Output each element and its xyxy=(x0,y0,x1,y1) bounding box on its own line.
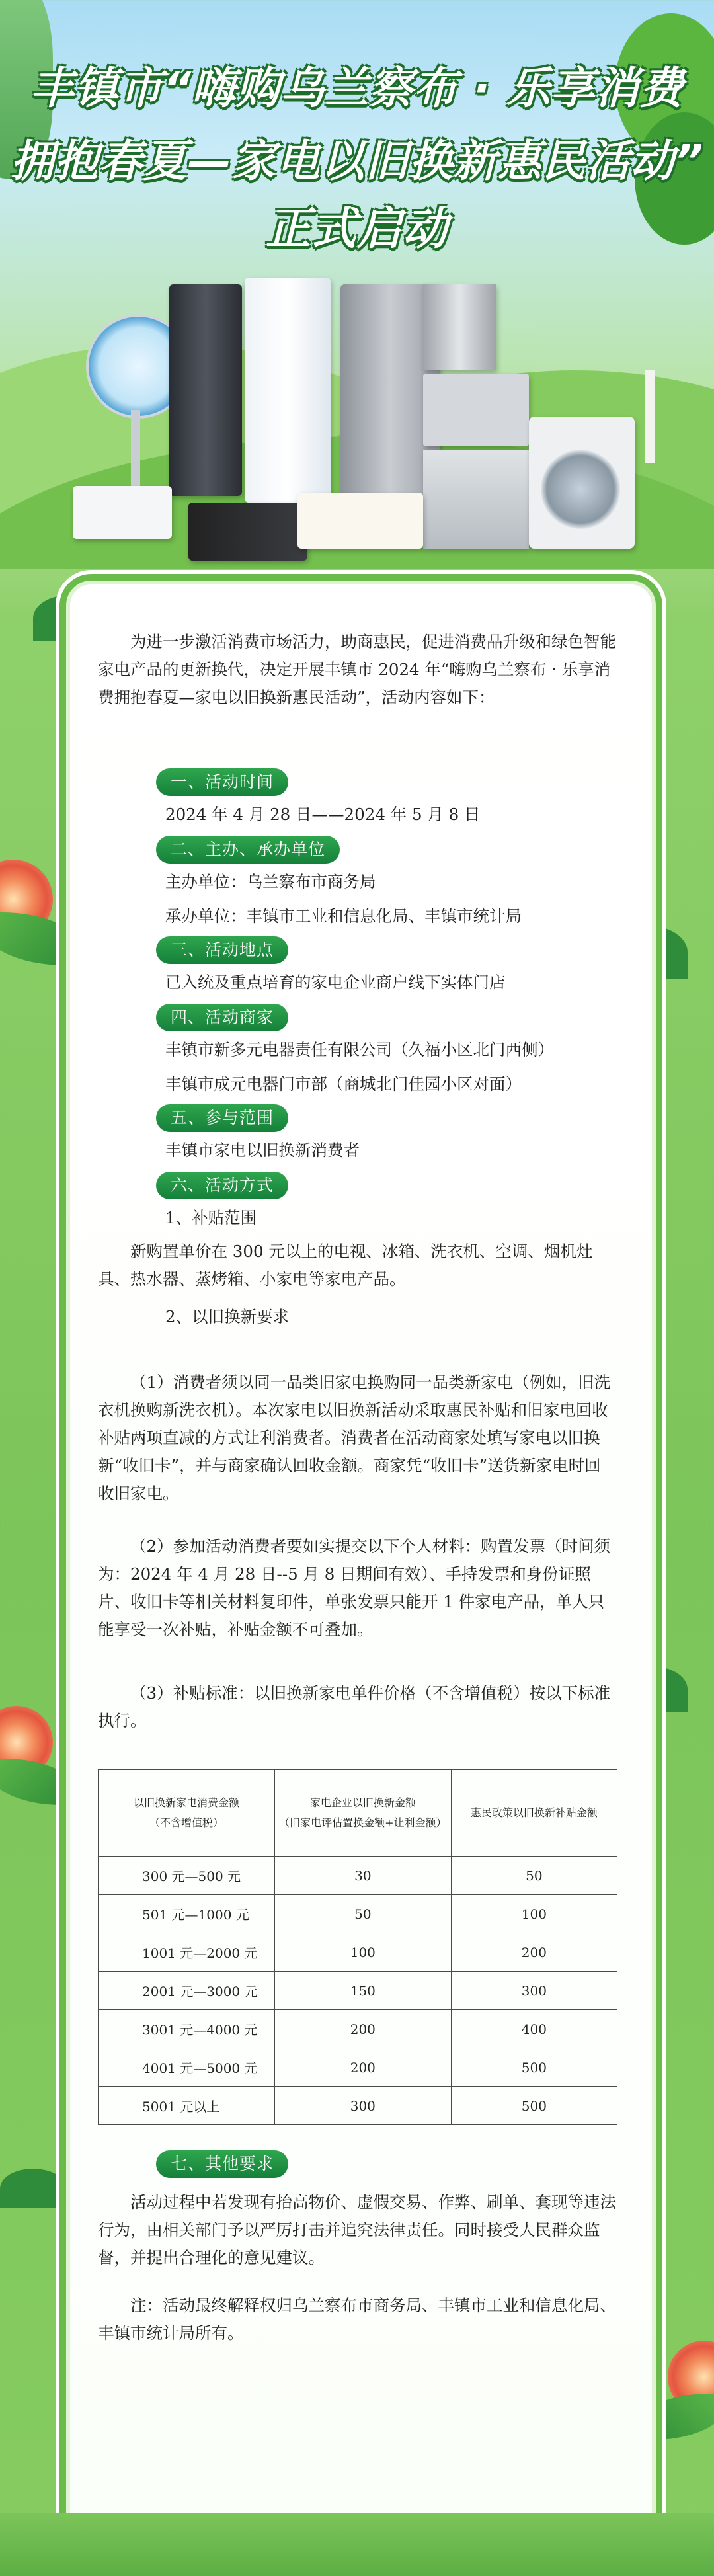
trade-in-requirements-title: 2、以旧换新要求 xyxy=(165,1307,290,1326)
other-requirements-text: 活动过程中若发现有抬高物价、虚假交易、作弊、刷单、套现等违法行为，由相关部门予以严厉打击并追究法律责任。同时接受人民群众监督，并提出合理化的意见建议。 xyxy=(98,2193,616,2267)
merchant-1-text: 丰镇市新多元电器责任有限公司（久福小区北门西侧） xyxy=(165,1040,554,1059)
section-heading-other: 七、其他要求 xyxy=(156,2150,288,2178)
host-unit-text: 主办单位：乌兰察布市商务局 xyxy=(165,872,376,891)
section-heading-organizers: 二、主办、承办单位 xyxy=(156,836,340,864)
table-header-subsidy: 惠民政策以旧换新补贴金额 xyxy=(451,1770,617,1857)
table-cell-subsidy: 50 xyxy=(451,1857,617,1895)
table-row xyxy=(99,1972,617,2010)
interpretation-note: 注：活动最终解释权归乌兰察布市商务局、丰镇市工业和信息化局、丰镇市统计局所有。 xyxy=(98,2296,616,2343)
air-conditioner-floral-icon xyxy=(245,278,331,503)
table-header-row xyxy=(99,1770,617,1857)
table-cell-enterprise: 30 xyxy=(274,1857,451,1895)
air-conditioner-unit-icon xyxy=(73,486,172,539)
table-cell-enterprise: 100 xyxy=(274,1933,451,1972)
table-row xyxy=(99,1933,617,1972)
table-cell-enterprise: 50 xyxy=(274,1895,451,1933)
table-cell-amount: 5001 元以上 xyxy=(99,2087,275,2125)
hero-title-line-1: 丰镇市“嗨购乌兰察布 · 乐享消费 xyxy=(30,63,684,114)
merchant-2-text: 丰镇市成元电器门市部（商城北门佳园小区对面） xyxy=(165,1074,522,1094)
hero-title-line-2: 拥抱春夏—家电以旧换新惠民活动” xyxy=(10,136,704,186)
intro-paragraph: 为进一步激活消费市场活力，助商惠民，促进消费品升级和绿色智能家电产品的更新换代，决定开展丰镇市 2024 年“嗨购乌兰察布 · 乐享消费拥抱春夏—家电以旧换新惠民活动”，活动内容如下： xyxy=(98,632,616,707)
header-consumption-line-2: （不含增值税） xyxy=(149,1816,223,1829)
table-row xyxy=(99,2010,617,2048)
hero-banner xyxy=(0,0,714,569)
table-header-consumption xyxy=(99,1770,275,1857)
section-heading-merchants: 四、活动商家 xyxy=(156,1004,288,1031)
table-cell-amount: 501 元—1000 元 xyxy=(99,1895,275,1933)
section-heading-method: 六、活动方式 xyxy=(156,1172,288,1199)
rule-3-text: （3）补贴标准：以旧换新家电单件价格（不含增值税）按以下标准执行。 xyxy=(98,1683,611,1730)
hero-title-line-3: 正式启动 xyxy=(265,203,448,255)
activity-location-text: 已入统及重点培育的家电企业商户线下实体门店 xyxy=(165,973,506,992)
oven-icon xyxy=(423,450,529,549)
header-enterprise-line-1: 家电企业以旧换新金额 xyxy=(309,1796,416,1809)
table-cell-subsidy: 500 xyxy=(451,2087,617,2125)
table-cell-enterprise: 200 xyxy=(274,2048,451,2087)
rule-1-text: （1）消费者须以同一品类旧家电换购同一品类新家电（例如，旧洗衣机换购新洗衣机）。本次家电以旧换新活动采取惠民补贴和旧家电回收补贴两项直减的方式让利消费者。消费者在活动商家处填写家电以旧换新“收旧卡”，并与商家确认回收金额。商家凭“收旧卡”送货新家电时回收旧家电。 xyxy=(98,1373,611,1503)
table-row xyxy=(99,1895,617,1933)
table-cell-enterprise: 150 xyxy=(274,1972,451,2010)
table-cell-amount: 2001 元—3000 元 xyxy=(99,1972,275,2010)
table-cell-subsidy: 200 xyxy=(451,1933,617,1972)
header-enterprise-line-2: （旧家电评估置换金额+让利金额） xyxy=(279,1816,447,1829)
table-cell-subsidy: 400 xyxy=(451,2010,617,2048)
windmill-icon xyxy=(645,370,655,463)
section-heading-time: 一、活动时间 xyxy=(156,768,288,796)
section-heading-location: 三、活动地点 xyxy=(156,936,288,964)
table-row xyxy=(99,1857,617,1895)
table-cell-amount: 300 元—500 元 xyxy=(99,1857,275,1895)
subsidy-table xyxy=(98,1769,617,2125)
table-header-enterprise xyxy=(274,1770,451,1857)
table-cell-subsidy: 500 xyxy=(451,2048,617,2087)
air-conditioner-panel-icon xyxy=(298,493,423,549)
table-cell-enterprise: 300 xyxy=(274,2087,451,2125)
subsidy-scope-text: 新购置单价在 300 元以上的电视、冰箱、洗衣机、空调、烟机灶具、热水器、蒸烤箱、小家电等家电产品。 xyxy=(98,1242,593,1289)
participation-scope-text: 丰镇市家电以旧换新消费者 xyxy=(165,1141,360,1160)
gas-stove-icon xyxy=(423,374,529,446)
table-cell-enterprise: 200 xyxy=(274,2010,451,2048)
section-heading-scope: 五、参与范围 xyxy=(156,1104,288,1132)
rule-2-text: （2）参加活动消费者要如实提交以下个人材料：购置发票（时间须为：2024 年 4 月 28 日--5 月 8 日期间有效）、手持发票和身份证照片、收旧卡等相关材料复印件，单张发票只能开 1 件家电产品，单人只能享受一次补贴，补贴金额不可叠加。 xyxy=(98,1537,611,1639)
microwave-icon xyxy=(188,503,307,561)
bottom-grass xyxy=(0,2513,714,2576)
table-cell-amount: 3001 元—4000 元 xyxy=(99,2010,275,2048)
organizer-unit-text: 承办单位：丰镇市工业和信息化局、丰镇市统计局 xyxy=(165,906,522,926)
activity-time-text: 2024 年 4 月 28 日——2024 年 5 月 8 日 xyxy=(165,805,481,824)
air-conditioner-tower-icon xyxy=(169,284,242,496)
table-row xyxy=(99,2048,617,2087)
range-hood-icon xyxy=(423,284,496,370)
table-cell-amount: 4001 元—5000 元 xyxy=(99,2048,275,2087)
table-cell-subsidy: 100 xyxy=(451,1895,617,1933)
table-cell-amount: 1001 元—2000 元 xyxy=(99,1933,275,1972)
subsidy-scope-title: 1、补贴范围 xyxy=(165,1208,257,1227)
washing-machine-door xyxy=(541,450,620,529)
bush-icon xyxy=(0,2169,66,2208)
table-row xyxy=(99,2087,617,2125)
table-cell-subsidy: 300 xyxy=(451,1972,617,2010)
header-consumption-line-1: 以旧换新家电消费金额 xyxy=(133,1796,239,1809)
